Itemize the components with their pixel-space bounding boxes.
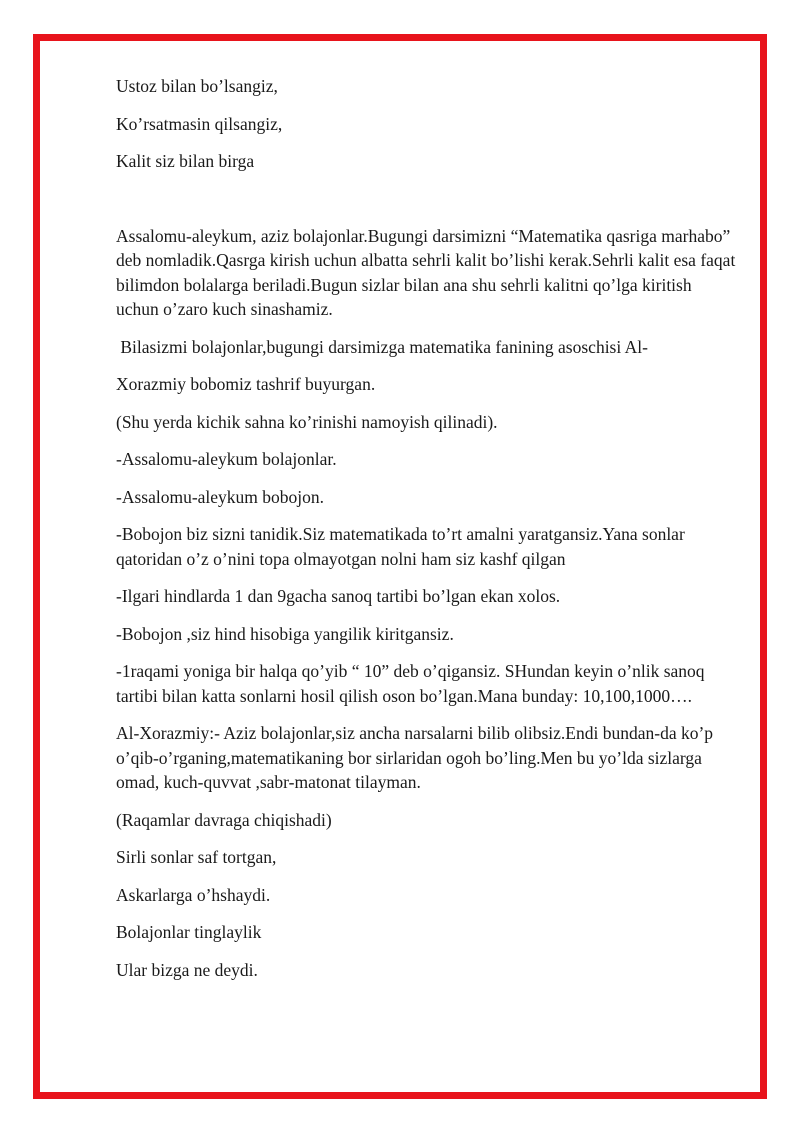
poem-line: Kalit siz bilan birga — [116, 151, 255, 171]
dialogue-line: -Ilgari hindlarda 1 dan 9gacha sanoq tartibi bo’lgan ekan xolos. — [116, 586, 561, 606]
dialogue-line: -Bobojon ,siz hind hisobiga yangilik kiritgansiz. — [116, 623, 454, 644]
paragraph-intro: Bilasizmi bolajonlar,bugungi darsimizga matematika fanining asoschisi Al- — [116, 336, 648, 357]
dialogue-line: -1raqami yoniga bir halqa qo’yib “ 10” deb o’qigansiz. SHundan keyin o’nlik sanoq tartibi bilan katta sonlarni hosil qilish oson bo’lgan.Mana bunday: 10,100,1000…. — [116, 661, 705, 706]
poem-line: Sirli sonlar saf tortgan, — [116, 847, 277, 867]
poem-line: Ko’rsatmasin qilsangiz, — [116, 113, 283, 134]
dialogue-line: -Assalomu-aleykum bolajonlar. — [116, 449, 337, 469]
spacer — [116, 187, 736, 224]
paragraph-greeting: Assalomu-aleykum, aziz bolajonlar.Bugungi darsimizni “Matematika qasriga marhabo” deb nomladik.Qasrga kirish uchun albatta sehrli kalit bo’lishi kerak.Sehrli kalit esa faqat bilimdon bolalarga beriladi.Bugun sizlar bilan ana shu sehrli kalitni qo’lga kiritish uchun o’zaro kuch sinashamiz. — [116, 225, 736, 319]
poem-line: Ustoz bilan bo’lsangiz, — [116, 76, 278, 96]
dialogue-line: Al-Xorazmiy:- Aziz bolajonlar,siz ancha narsalarni bilib olibsiz.Endi bundan-da ko’p o’qib-o’rganing,matematikaning bor sirlaridan ogoh bo’ling.Men bu yo’lda sizlarga omad, kuch-quvvat ,sabr-matonat tilayman. — [116, 723, 714, 792]
poem-line: Askarlarga o’hshaydi. — [116, 884, 271, 905]
stage-direction: (Raqamlar davraga chiqishadi) — [116, 809, 332, 830]
dialogue-line: -Assalomu-aleykum bobojon. — [116, 486, 325, 507]
document-body — [116, 74, 736, 995]
poem-line: Ular bizga ne deydi. — [116, 959, 258, 980]
dialogue-line: -Bobojon biz sizni tanidik.Siz matematikada to’rt amalni yaratgansiz.Yana sonlar qatoridan o’z o’nini topa olmayotgan nolni ham siz kashf qilgan — [116, 524, 685, 569]
paragraph-intro-cont: Xorazmiy bobomiz tashrif buyurgan. — [116, 374, 376, 394]
poem-line: Bolajonlar tinglaylik — [116, 922, 262, 942]
stage-direction: (Shu yerda kichik sahna ko’rinishi namoyish qilinadi). — [116, 411, 498, 432]
